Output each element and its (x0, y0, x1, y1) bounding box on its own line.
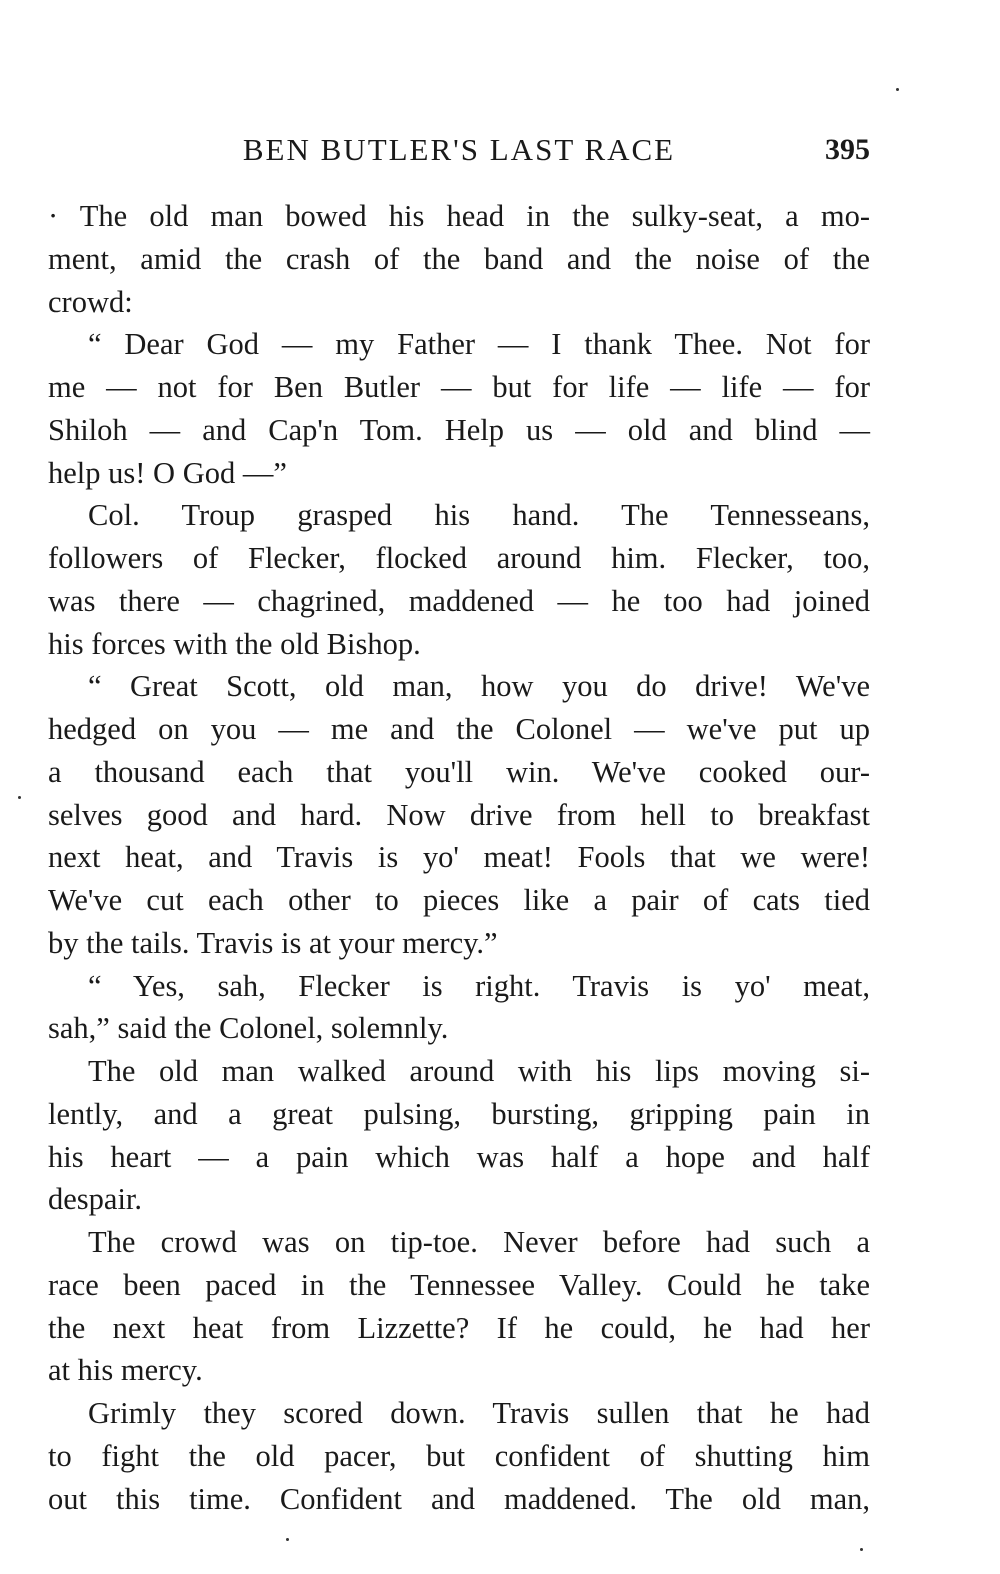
print-speck (860, 1548, 863, 1551)
text-line: sah,” said the Colonel, solemnly. (48, 1011, 449, 1046)
paragraph (48, 1050, 870, 1221)
text-line: help us! O God —” (48, 455, 287, 490)
paragraph (48, 323, 870, 494)
paragraph (48, 195, 870, 323)
print-speck (18, 796, 21, 799)
text-line: crowd: (48, 284, 133, 319)
text-line: me — not for Ben Butler — but for life — life — for (48, 370, 870, 404)
text-line: The crowd was on tip-toe. Never before had such a (88, 1225, 870, 1259)
paragraph (48, 665, 870, 964)
paragraph (48, 1221, 870, 1392)
text-line: at his mercy. (48, 1353, 203, 1388)
print-speck (286, 1538, 289, 1541)
text-line: “ Yes, sah, Flecker is right. Travis is yo' meat, (88, 968, 870, 1003)
text-line: “ Dear God — my Father — I thank Thee. Not for (88, 327, 870, 362)
text-line: Shiloh — and Cap'n Tom. Help us — old and blind — (48, 412, 870, 447)
text-line: to fight the old pacer, but confident of shutting him (48, 1438, 870, 1473)
text-line: his heart — a pain which was half a hope and half (48, 1139, 870, 1174)
text-line: despair. (48, 1182, 143, 1217)
text-line: was there — chagrined, maddened — he too had joined (48, 583, 870, 618)
text-line: the next heat from Lizzette? If he could, he had her (48, 1310, 870, 1345)
paragraph (48, 1392, 870, 1520)
text-line: a thousand each that you'll win. We've cooked our- (48, 754, 870, 789)
text-line: lently, and a great pulsing, bursting, gripping pain in (48, 1096, 870, 1131)
body-text (48, 195, 870, 1520)
text-line: his forces with the old Bishop. (48, 626, 421, 661)
page-number: 395 (825, 133, 870, 166)
running-title: BEN BUTLER'S LAST RACE (242, 132, 676, 167)
text-line: Col. Troup grasped his hand. The Tennesseans, (88, 498, 870, 533)
text-line: hedged on you — me and the Colonel — we've put up (48, 712, 870, 746)
text-line: The old man walked around with his lips moving si- (88, 1054, 870, 1088)
paragraph (48, 965, 870, 1051)
text-line: race been paced in the Tennessee Valley. Could he take (48, 1267, 870, 1302)
text-line: ment, amid the crash of the band and the noise of the (48, 241, 870, 276)
text-line: out this time. Confident and maddened. The old man, (48, 1481, 870, 1516)
text-line: Grimly they scored down. Travis sullen that he had (88, 1396, 870, 1430)
running-head (48, 128, 870, 172)
text-line: by the tails. Travis is at your mercy.” (48, 925, 498, 960)
print-speck (896, 88, 899, 91)
text-line: selves good and hard. Now drive from hell to breakfast (48, 797, 870, 832)
paragraph (48, 494, 870, 665)
text-line: next heat, and Travis is yo' meat! Fools that we were! (48, 840, 870, 875)
text-line: “ Great Scott, old man, how you do drive! We've (88, 669, 870, 704)
text-line: followers of Flecker, flocked around him. Flecker, too, (48, 541, 870, 575)
text-line: · The old man bowed his head in the sulky-seat, a mo- (48, 199, 870, 233)
text-line: We've cut each other to pieces like a pair of cats tied (48, 883, 870, 917)
